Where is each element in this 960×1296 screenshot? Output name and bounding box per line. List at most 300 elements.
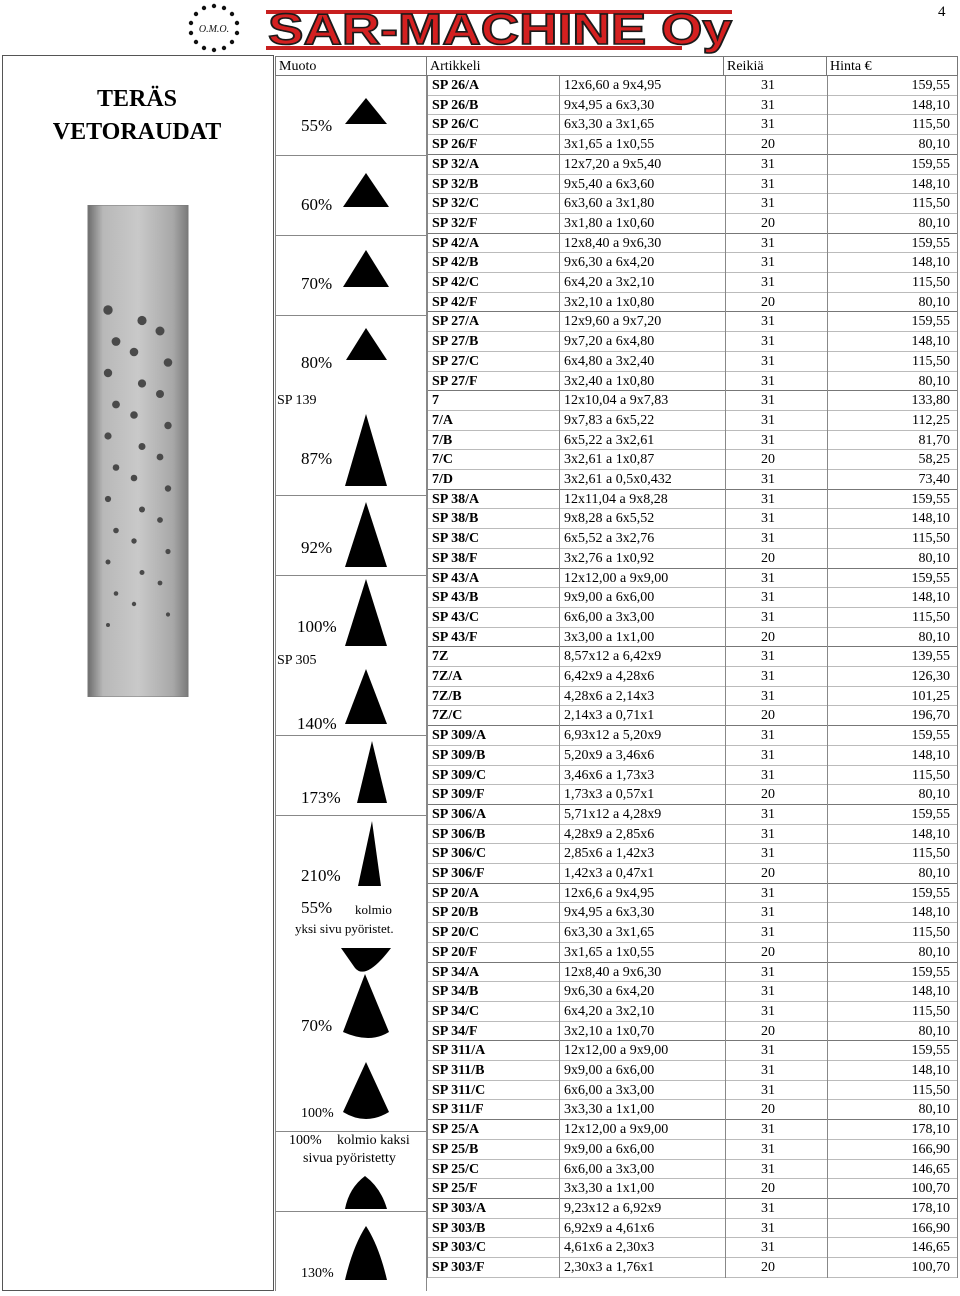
rounded-triangle-k100-icon	[345, 1176, 387, 1209]
table-row	[427, 214, 958, 234]
size-range: 9x7,83 a 6x5,22	[564, 412, 655, 428]
table-row	[427, 963, 958, 983]
table-row	[427, 1179, 958, 1199]
size-range: 9x9,00 a 6x6,00	[564, 1063, 655, 1078]
article-code: SP 303/B	[432, 1220, 486, 1236]
price: 178,10	[911, 1200, 950, 1216]
article-code: SP 38/C	[432, 531, 480, 547]
hole-count: 20	[761, 452, 775, 468]
hole-count: 31	[761, 393, 775, 409]
hole-count: 20	[761, 787, 775, 803]
table-row	[427, 1199, 958, 1219]
shape-sp139: SP 139	[277, 393, 317, 408]
table-row	[427, 175, 958, 195]
article-code: 7Z/A	[432, 669, 463, 684]
size-range: 9x7,20 a 6x4,80	[564, 334, 655, 350]
table-row	[427, 726, 958, 746]
article-code: SP 34/B	[432, 984, 479, 1000]
rounded-triangle-130-icon	[345, 1226, 387, 1280]
rounded-triangle-55-icon	[341, 948, 391, 972]
page-title	[8, 83, 266, 149]
table-row	[427, 1041, 958, 1061]
price: 80,10	[918, 294, 950, 310]
table-row	[427, 450, 958, 470]
price: 139,55	[911, 649, 950, 665]
table-row	[427, 411, 958, 431]
size-range: 3x2,10 a 1x0,70	[564, 1023, 655, 1039]
size-range: 12x12,00 a 9x9,00	[564, 570, 669, 586]
size-range: 9x9,00 a 6x6,00	[564, 590, 655, 606]
hole-count: 31	[761, 649, 775, 665]
article-code: SP 311/B	[432, 1063, 485, 1078]
price: 148,10	[911, 97, 950, 113]
price: 100,70	[911, 1181, 950, 1197]
article-code: SP 43/A	[432, 570, 480, 586]
size-range: 12x7,20 a 9x5,40	[564, 156, 662, 172]
header-muoto: Muoto	[275, 56, 427, 76]
article-code: SP 311/F	[432, 1102, 484, 1118]
article-code: SP 20/C	[432, 925, 480, 941]
article-code: SP 20/F	[432, 944, 478, 960]
size-range: 3x1,80 a 1x0,60	[564, 215, 655, 231]
table-row	[427, 431, 958, 451]
table-row	[427, 372, 958, 392]
table-row	[427, 312, 958, 332]
shape-k100-sub: sivua pyöristetty	[303, 1151, 396, 1166]
shape-pct-80: 80%	[301, 353, 333, 372]
hole-count: 20	[761, 1023, 775, 1039]
article-code: SP 32/B	[432, 176, 479, 192]
omo-logo	[186, 2, 242, 54]
table-row	[427, 805, 958, 825]
size-range: 12x12,00 a 9x9,00	[564, 1043, 669, 1059]
table-row	[427, 1100, 958, 1120]
table-row	[427, 923, 958, 943]
article-code: SP 25/C	[432, 1161, 480, 1177]
triangle-173-icon	[357, 741, 387, 803]
table-row	[427, 647, 958, 667]
hole-count: 31	[761, 1063, 775, 1078]
size-range: 6x5,52 a 3x2,76	[564, 531, 655, 547]
triangle-87-icon	[345, 414, 387, 486]
table-row	[427, 1061, 958, 1081]
hole-count: 20	[761, 215, 775, 231]
hole-count: 20	[761, 137, 775, 153]
size-range: 12x10,04 a 9x7,83	[564, 393, 669, 409]
hole-count: 20	[761, 294, 775, 310]
size-range: 3x2,76 a 1x0,92	[564, 550, 655, 566]
size-range: 3x2,61 a 1x0,87	[564, 452, 655, 468]
article-code: SP 38/B	[432, 511, 479, 527]
hole-count: 31	[761, 1240, 775, 1256]
size-range: 2,85x6 a 1,42x3	[564, 846, 655, 862]
shape-r55-kolmio: kolmio	[355, 902, 392, 917]
triangle-70-icon	[343, 250, 389, 287]
table-row	[427, 864, 958, 884]
price: 159,55	[911, 156, 950, 172]
article-code: SP 42/C	[432, 275, 480, 290]
table-row	[427, 982, 958, 1002]
table-row	[427, 1258, 958, 1278]
hole-count: 31	[761, 531, 775, 547]
size-range: 6x4,20 a 3x2,10	[564, 1003, 655, 1019]
size-range: 8,57x12 a 6,42x9	[564, 649, 662, 665]
price: 115,50	[912, 846, 950, 862]
shape-pct-70: 70%	[301, 274, 333, 293]
hole-count: 31	[761, 97, 775, 113]
shape-pct-130: 130%	[301, 1266, 334, 1281]
hole-count: 31	[761, 1220, 775, 1236]
size-range: 12x6,60 a 9x4,95	[564, 78, 662, 93]
hole-count: 31	[761, 176, 775, 192]
table-row	[427, 293, 958, 313]
price: 159,55	[911, 885, 950, 901]
triangle-60-icon	[343, 173, 389, 207]
article-code: 7/B	[432, 432, 453, 448]
shape-pct-210: 210%	[301, 866, 341, 885]
table-row	[427, 470, 958, 490]
price: 159,55	[911, 964, 950, 980]
table-row	[427, 844, 958, 864]
size-range: 5,71x12 a 4,28x9	[564, 806, 662, 822]
table-row	[427, 1022, 958, 1042]
size-range: 6x6,00 a 3x3,00	[564, 1161, 655, 1177]
hole-count: 31	[761, 156, 775, 172]
size-range: 12x9,60 a 9x7,20	[564, 314, 662, 330]
article-code: SP 303/F	[432, 1260, 485, 1275]
price: 133,80	[911, 393, 950, 409]
size-range: 3x2,61 a 0,5x0,432	[564, 472, 672, 487]
table-row	[427, 1140, 958, 1160]
price: 115,50	[912, 609, 950, 625]
price: 146,65	[911, 1161, 950, 1177]
table-row	[427, 1081, 958, 1101]
price: 159,55	[911, 314, 950, 330]
article-code: SP 42/B	[432, 255, 479, 271]
table-header	[275, 56, 958, 76]
article-code: 7/C	[432, 452, 453, 468]
price: 115,50	[912, 767, 950, 783]
hole-count: 31	[761, 412, 775, 428]
price: 73,40	[918, 472, 950, 487]
size-range: 9x9,00 a 6x6,00	[564, 1141, 655, 1157]
hole-count: 31	[761, 117, 775, 133]
price: 159,55	[911, 728, 950, 744]
hole-count: 31	[761, 806, 775, 822]
table-row	[427, 628, 958, 648]
hole-count: 31	[761, 235, 775, 251]
price: 148,10	[911, 176, 950, 192]
hole-count: 20	[761, 550, 775, 566]
table-row	[427, 76, 958, 96]
hole-count: 20	[761, 1260, 775, 1275]
table-row	[427, 253, 958, 273]
price: 115,50	[912, 925, 950, 941]
article-code: SP 38/A	[432, 491, 480, 507]
article-code: SP 26/B	[432, 97, 479, 113]
price: 148,10	[911, 1063, 950, 1078]
shape-pct-55: 55%	[301, 116, 333, 135]
article-code: 7	[432, 393, 439, 409]
article-code: SP 26/C	[432, 117, 480, 133]
table-row	[427, 1219, 958, 1239]
hole-count: 31	[761, 826, 775, 842]
hole-count: 31	[761, 1082, 775, 1098]
hole-count: 31	[761, 511, 775, 527]
rounded-triangle-100-icon	[343, 1062, 389, 1119]
size-range: 12x8,40 a 9x6,30	[564, 964, 662, 980]
price: 148,10	[911, 826, 950, 842]
hole-count: 31	[761, 1003, 775, 1019]
article-code: SP 309/A	[432, 728, 487, 744]
shape-pct-87: 87%	[301, 449, 333, 468]
article-code: SP 306/B	[432, 826, 486, 842]
hole-count: 31	[761, 1200, 775, 1216]
size-range: 3x2,40 a 1x0,80	[564, 373, 655, 389]
table-row	[427, 1238, 958, 1258]
price: 81,70	[918, 432, 950, 448]
article-code: SP 20/A	[432, 885, 480, 901]
hole-count: 31	[761, 747, 775, 763]
table-row	[427, 96, 958, 116]
table-row	[427, 766, 958, 786]
price: 115,50	[912, 196, 950, 212]
article-code: SP 27/B	[432, 334, 479, 350]
shape-r55-sub: yksi sivu pyöristet.	[295, 921, 394, 936]
hole-count: 31	[761, 728, 775, 744]
size-range: 9x8,28 a 6x5,52	[564, 511, 655, 527]
price: 166,90	[911, 1141, 950, 1157]
table-row	[427, 135, 958, 155]
hole-count: 31	[761, 275, 775, 290]
table-row	[427, 785, 958, 805]
article-code: SP 20/B	[432, 905, 479, 921]
size-range: 6x6,00 a 3x3,00	[564, 609, 655, 625]
table-row	[427, 352, 958, 372]
table-row	[427, 943, 958, 963]
hole-count: 31	[761, 609, 775, 625]
price: 115,50	[912, 117, 950, 133]
hole-count: 20	[761, 1102, 775, 1118]
header-artikkeli: Artikkeli	[426, 56, 724, 76]
brand-logo	[262, 4, 738, 54]
table-row	[427, 155, 958, 175]
profile-shapes	[275, 76, 427, 1291]
price: 159,55	[911, 570, 950, 586]
size-range: 6,42x9 a 4,28x6	[564, 669, 655, 684]
size-range: 3x2,10 a 1x0,80	[564, 294, 655, 310]
price: 178,10	[911, 1122, 950, 1138]
article-code: SP 32/F	[432, 215, 478, 231]
article-code: SP 303/C	[432, 1240, 487, 1256]
article-code: SP 25/F	[432, 1181, 478, 1197]
price: 80,10	[918, 550, 950, 566]
price: 148,10	[911, 747, 950, 763]
triangle-210-icon	[358, 821, 381, 886]
size-range: 6x3,30 a 3x1,65	[564, 117, 655, 133]
size-range: 1,42x3 a 0,47x1	[564, 866, 655, 881]
price: 80,10	[918, 1102, 950, 1118]
table-row	[427, 332, 958, 352]
size-range: 12x11,04 a 9x8,28	[564, 491, 668, 507]
hole-count: 31	[761, 846, 775, 862]
price: 100,70	[911, 1260, 950, 1275]
triangle-140-icon	[345, 669, 387, 724]
price: 115,50	[912, 1003, 950, 1019]
article-code: SP 42/F	[432, 294, 478, 310]
price: 166,90	[911, 1220, 950, 1236]
price: 148,10	[911, 905, 950, 921]
shape-pct-92: 92%	[301, 538, 333, 557]
price: 115,50	[912, 275, 950, 290]
hole-count: 20	[761, 944, 775, 960]
table-row	[427, 273, 958, 293]
hole-count: 31	[761, 196, 775, 212]
size-range: 12x12,00 a 9x9,00	[564, 1122, 669, 1138]
size-range: 1,73x3 a 0,57x1	[564, 787, 655, 803]
hole-count: 31	[761, 925, 775, 941]
size-range: 3x3,30 a 1x1,00	[564, 1181, 655, 1197]
page-number: 4	[938, 4, 946, 20]
size-range: 9x4,95 a 6x3,30	[564, 97, 655, 113]
shape-pct-173: 173%	[301, 788, 341, 807]
price: 115,50	[912, 1082, 950, 1098]
hole-count: 20	[761, 866, 775, 881]
size-range: 4,28x9 a 2,85x6	[564, 826, 655, 842]
triangle-80-icon	[346, 328, 387, 360]
article-code: SP 43/C	[432, 609, 480, 625]
table-row	[427, 115, 958, 135]
price: 148,10	[911, 255, 950, 271]
price: 80,10	[918, 137, 950, 153]
article-code: SP 43/F	[432, 629, 478, 645]
hole-count: 31	[761, 1122, 775, 1138]
header-hinta: Hinta €	[826, 56, 958, 76]
article-code: SP 27/F	[432, 373, 478, 389]
table-row	[427, 588, 958, 608]
size-range: 3x3,00 a 1x1,00	[564, 629, 655, 645]
price: 115,50	[912, 531, 950, 547]
size-range: 12x6,6 a 9x4,95	[564, 885, 655, 901]
article-code: SP 306/C	[432, 846, 487, 862]
price: 80,10	[918, 373, 950, 389]
shape-sp305: SP 305	[277, 653, 317, 668]
price: 112,25	[912, 412, 950, 428]
table-row	[427, 1002, 958, 1022]
shape-pct-100: 100%	[297, 617, 337, 636]
article-code: SP 309/B	[432, 747, 486, 763]
size-range: 3,46x6 a 1,73x3	[564, 767, 655, 783]
article-code: SP 309/F	[432, 787, 485, 803]
price: 80,10	[918, 629, 950, 645]
article-code: SP 34/A	[432, 964, 480, 980]
article-code: SP 25/A	[432, 1122, 480, 1138]
hole-count: 31	[761, 767, 775, 783]
table-row	[427, 509, 958, 529]
size-range: 9,23x12 a 6,92x9	[564, 1200, 662, 1216]
hole-count: 31	[761, 472, 775, 487]
hole-count: 31	[761, 1043, 775, 1059]
hole-count: 31	[761, 1141, 775, 1157]
table-row	[427, 884, 958, 904]
table-row	[427, 825, 958, 845]
table-row	[427, 529, 958, 549]
table-row	[427, 706, 958, 726]
size-range: 6x6,00 a 3x3,00	[564, 1082, 655, 1098]
size-range: 6,92x9 a 4,61x6	[564, 1220, 655, 1236]
table-row	[427, 608, 958, 628]
size-range: 3x1,65 a 1x0,55	[564, 137, 655, 153]
table-row	[427, 234, 958, 254]
table-row	[427, 391, 958, 411]
header-reikia: Reikiä	[723, 56, 827, 76]
price: 115,50	[912, 353, 950, 369]
article-code: SP 34/C	[432, 1003, 480, 1019]
price: 80,10	[918, 866, 950, 881]
price: 159,55	[911, 78, 950, 93]
article-code: SP 34/F	[432, 1023, 478, 1039]
hole-count: 31	[761, 905, 775, 921]
size-range: 9x4,95 a 6x3,30	[564, 905, 655, 921]
size-range: 4,28x6 a 2,14x3	[564, 688, 655, 704]
table-row	[427, 667, 958, 687]
hole-count: 31	[761, 334, 775, 350]
shape-column	[275, 76, 427, 1291]
hole-count: 31	[761, 688, 775, 704]
price: 159,55	[911, 806, 950, 822]
price: 126,30	[911, 669, 950, 684]
price: 159,55	[911, 235, 950, 251]
hole-count: 31	[761, 373, 775, 389]
size-range: 4,61x6 a 2,30x3	[564, 1240, 655, 1256]
size-range: 2,14x3 a 0,71x1	[564, 708, 655, 724]
article-code: 7/D	[432, 472, 453, 487]
article-code: SP 311/C	[432, 1082, 486, 1098]
size-range: 5,20x9 a 3,46x6	[564, 747, 655, 763]
size-range: 9x5,40 a 6x3,60	[564, 176, 655, 192]
size-range: 3x1,65 a 1x0,55	[564, 944, 655, 960]
price: 80,10	[918, 787, 950, 803]
article-code: SP 311/A	[432, 1043, 486, 1059]
article-code: SP 306/A	[432, 806, 487, 822]
price: 148,10	[911, 590, 950, 606]
title-line-2: VETORAUDAT	[52, 119, 222, 145]
size-range: 6x4,80 a 3x2,40	[564, 353, 655, 369]
price: 58,25	[918, 452, 950, 468]
table-row	[427, 746, 958, 766]
article-code: SP 38/F	[432, 550, 478, 566]
brand-text: SAR-MACHINE Oy	[268, 5, 733, 54]
article-code: 7Z/B	[432, 688, 462, 704]
hole-count: 20	[761, 629, 775, 645]
hole-count: 31	[761, 432, 775, 448]
hole-count: 31	[761, 885, 775, 901]
article-code: 7Z/C	[432, 708, 463, 724]
table-row	[427, 1120, 958, 1140]
hole-count: 31	[761, 78, 775, 93]
article-code: SP 42/A	[432, 235, 480, 251]
price: 148,10	[911, 511, 950, 527]
hole-count: 31	[761, 984, 775, 1000]
price: 148,10	[911, 334, 950, 350]
table-row	[427, 549, 958, 569]
article-code: 7/A	[432, 412, 453, 428]
price: 80,10	[918, 1023, 950, 1039]
hole-count: 31	[761, 964, 775, 980]
table-row	[427, 1160, 958, 1180]
hole-count: 31	[761, 570, 775, 586]
shape-pct-140: 140%	[297, 714, 337, 733]
